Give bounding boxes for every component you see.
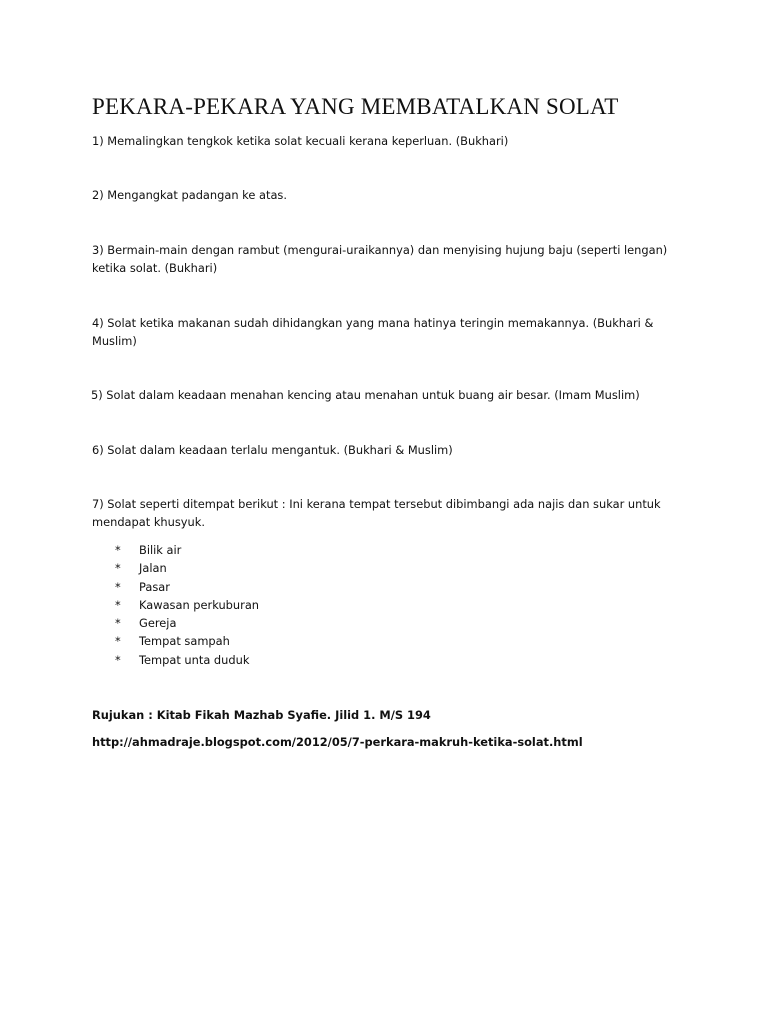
document-title: PEKARA-PEKARA YANG MEMBATALKAN SOLAT xyxy=(92,94,619,119)
bullet-marker: * xyxy=(115,597,121,612)
place-item: * Bilik air xyxy=(115,541,259,559)
place-item: * Tempat unta duduk xyxy=(115,651,259,669)
bullet-marker: * xyxy=(115,652,121,667)
place-item: * Kawasan perkuburan xyxy=(115,596,259,614)
source-url: http://ahmadraje.blogspot.com/2012/05/7-perkara-makruh-ketika-solat.html xyxy=(92,735,583,749)
list-item: 7) Solat seperti ditempat berikut : Ini kerana tempat tersebut dibimbangi ada najis dan sukar untuk mendapat khusyuk. xyxy=(92,497,661,529)
place-item: * Tempat sampah xyxy=(115,632,259,650)
bullet-marker: * xyxy=(115,579,121,594)
list-item: 4) Solat ketika makanan sudah dihidangkan yang mana hatinya teringin memakannya. (Bukhari & Muslim) xyxy=(92,316,654,348)
list-item: 5) Solat dalam keadaan menahan kencing atau menahan untuk buang air besar. (Imam Muslim) xyxy=(91,388,640,402)
list-item: 3) Bermain-main dengan rambut (mengurai-uraikannya) dan menyising hujung baju (seperti lengan) ketika solat. (Bukhari) xyxy=(92,243,668,275)
place-item: * Jalan xyxy=(115,559,259,577)
reference-text: Rujukan : Kitab Fikah Mazhab Syafie. Jilid 1. M/S 194 xyxy=(92,708,431,722)
place-item: * Pasar xyxy=(115,578,259,596)
list-item: 6) Solat dalam keadaan terlalu mengantuk. (Bukhari & Muslim) xyxy=(92,443,453,457)
bullet-marker: * xyxy=(115,561,121,576)
list-item: 2) Mengangkat padangan ke atas. xyxy=(92,188,287,202)
bullet-marker: * xyxy=(115,634,121,649)
bullet-marker: * xyxy=(115,543,121,557)
list-item: 1) Memalingkan tengkok ketika solat kecuali kerana keperluan. (Bukhari) xyxy=(92,134,509,148)
places-list xyxy=(115,541,259,669)
place-item: * Gereja xyxy=(115,614,259,632)
bullet-marker: * xyxy=(115,616,121,631)
